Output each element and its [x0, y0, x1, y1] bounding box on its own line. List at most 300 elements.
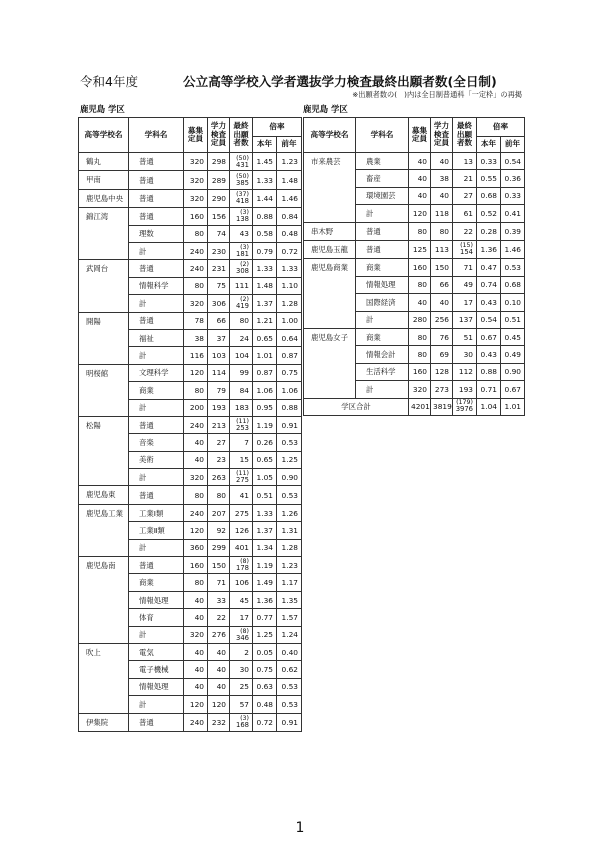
gakuryoku-cell: 27	[208, 434, 230, 451]
gakuryoku-cell: 231	[208, 260, 230, 277]
boshu-cell: 116	[184, 347, 208, 364]
header-gakuryoku: 学力 検査 定員	[208, 118, 230, 153]
table-row	[304, 153, 525, 170]
shutsugan-cell: 71	[453, 259, 477, 276]
zennen-cell: 0.62	[277, 661, 302, 678]
gakuryoku-cell: 80	[208, 486, 230, 504]
shutsugan-cell	[230, 243, 253, 260]
shutsugan-cell: 43	[230, 225, 253, 242]
year-label: 令和4年度	[80, 74, 138, 89]
honnen-cell: 1.37	[253, 295, 277, 312]
school-name-cell: 市来農芸	[304, 153, 356, 223]
honnen-cell: 0.87	[253, 364, 277, 381]
dept-cell: 普通	[129, 416, 184, 433]
gakuryoku-cell: 74	[208, 225, 230, 242]
shutsugan-cell: 22	[453, 222, 477, 240]
shutsugan-cell	[230, 557, 253, 574]
zennen-cell: 0.84	[277, 208, 302, 225]
waku-value: (179)	[456, 399, 473, 407]
waku-value: (3)	[240, 243, 249, 251]
shutsugan-cell: 51	[453, 328, 477, 345]
zennen-cell: 1.57	[277, 609, 302, 626]
boshu-cell: 40	[184, 661, 208, 678]
honnen-cell: 0.74	[477, 276, 501, 293]
gakuryoku-cell: 92	[208, 522, 230, 539]
shutsugan-cell: 15	[230, 451, 253, 468]
boshu-cell: 120	[184, 364, 208, 381]
gakuryoku-cell: 23	[208, 451, 230, 468]
table-row	[79, 364, 302, 381]
gakuryoku-cell: 22	[208, 609, 230, 626]
boshu-cell: 120	[184, 696, 208, 713]
header-bairitsu: 倍率	[477, 118, 525, 137]
boshu-cell: 320	[409, 381, 431, 398]
boshu-cell: 160	[184, 208, 208, 225]
shutsugan-cell: 111	[230, 277, 253, 294]
gakuryoku-cell: 230	[208, 243, 230, 260]
dept-cell: 普通	[129, 312, 184, 329]
boshu-cell: 240	[184, 416, 208, 433]
table-row	[79, 312, 302, 329]
shutsugan-value: 181	[236, 249, 249, 258]
zennen-cell: 0.53	[501, 259, 525, 276]
dept-cell: 計	[129, 399, 184, 416]
shutsugan-value: 178	[236, 564, 249, 573]
dept-cell: 普通	[129, 171, 184, 189]
zennen-cell: 1.26	[277, 504, 302, 521]
zennen-cell: 1.48	[277, 171, 302, 189]
zennen-cell: 0.64	[277, 329, 302, 346]
dept-cell: 商業	[129, 574, 184, 591]
waku-value: (2)	[240, 261, 249, 269]
table-row	[79, 416, 302, 433]
school-name-cell: 明桜館	[79, 364, 129, 416]
honnen-cell: 0.95	[253, 399, 277, 416]
zennen-cell: 1.00	[277, 312, 302, 329]
zennen-cell: 0.90	[277, 469, 302, 486]
dept-cell: 電子機械	[129, 661, 184, 678]
gakuryoku-cell: 71	[208, 574, 230, 591]
gakuryoku-cell: 207	[208, 504, 230, 521]
honnen-cell: 1.45	[253, 153, 277, 171]
shutsugan-value: 154	[460, 248, 473, 257]
zennen-cell: 0.41	[501, 205, 525, 222]
honnen-cell: 1.44	[253, 189, 277, 207]
shutsugan-cell: 13	[453, 153, 477, 170]
honnen-cell: 0.47	[477, 259, 501, 276]
zennen-cell: 0.33	[501, 187, 525, 204]
shutsugan-cell	[230, 171, 253, 189]
zennen-cell: 1.25	[277, 451, 302, 468]
boshu-cell: 125	[409, 240, 431, 258]
honnen-cell: 1.06	[253, 382, 277, 399]
gakuryoku-cell: 193	[208, 399, 230, 416]
zennen-cell: 0.39	[501, 222, 525, 240]
gakuryoku-cell: 118	[431, 205, 453, 222]
school-name-cell: 武岡台	[79, 260, 129, 312]
boshu-cell: 80	[409, 222, 431, 240]
shutsugan-value: 168	[236, 721, 249, 730]
boshu-cell: 40	[184, 609, 208, 626]
zennen-cell: 0.53	[277, 486, 302, 504]
dept-cell: 普通	[356, 240, 409, 258]
boshu-cell: 80	[184, 382, 208, 399]
shutsugan-value: 138	[236, 215, 249, 224]
boshu-cell: 40	[184, 644, 208, 661]
header-zennen: 前年	[501, 137, 525, 153]
honnen-cell: 1.33	[253, 504, 277, 521]
header-boshu: 募集 定員	[409, 118, 431, 153]
honnen-cell: 0.68	[477, 187, 501, 204]
honnen-cell: 0.79	[253, 243, 277, 260]
shutsugan-value: 418	[236, 197, 249, 206]
dept-cell: 計	[129, 539, 184, 556]
honnen-cell: 0.63	[253, 678, 277, 695]
honnen-cell: 0.33	[477, 153, 501, 170]
gakuryoku-cell: 75	[208, 277, 230, 294]
boshu-cell: 200	[184, 399, 208, 416]
boshu-cell: 38	[184, 329, 208, 346]
zennen-cell: 1.01	[501, 398, 525, 415]
honnen-cell: 0.51	[253, 486, 277, 504]
shutsugan-cell: 99	[230, 364, 253, 381]
table-row	[79, 153, 302, 171]
waku-value: (8)	[240, 627, 249, 635]
zennen-cell: 1.28	[277, 539, 302, 556]
gakuryoku-cell: 80	[431, 222, 453, 240]
boshu-cell: 4201	[409, 398, 431, 415]
dept-cell: 農業	[356, 153, 409, 170]
dept-cell: 情報科学	[129, 277, 184, 294]
gakuryoku-cell: 40	[431, 187, 453, 204]
dept-cell: 計	[129, 696, 184, 713]
dept-cell: 計	[356, 205, 409, 222]
boshu-cell: 40	[184, 434, 208, 451]
honnen-cell: 0.54	[477, 311, 501, 328]
gakuryoku-cell: 66	[208, 312, 230, 329]
shutsugan-cell: 2	[230, 644, 253, 661]
gakuryoku-cell: 273	[431, 381, 453, 398]
honnen-cell: 1.04	[477, 398, 501, 415]
gakuryoku-cell: 290	[208, 189, 230, 207]
honnen-cell: 0.77	[253, 609, 277, 626]
gakuryoku-cell: 38	[431, 170, 453, 187]
shutsugan-cell	[230, 416, 253, 433]
gakuryoku-cell: 40	[431, 153, 453, 170]
honnen-cell: 0.65	[253, 329, 277, 346]
dept-cell: 電気	[129, 644, 184, 661]
honnen-cell: 0.52	[477, 205, 501, 222]
honnen-cell: 1.48	[253, 277, 277, 294]
dept-cell: 理数	[129, 225, 184, 242]
zennen-cell: 0.88	[277, 399, 302, 416]
honnen-cell: 0.72	[253, 713, 277, 731]
gakuryoku-cell: 40	[208, 678, 230, 695]
gakuryoku-cell: 276	[208, 626, 230, 643]
zennen-cell: 0.53	[277, 696, 302, 713]
dept-cell: 国際経済	[356, 294, 409, 311]
boshu-cell: 320	[184, 153, 208, 171]
gakuryoku-cell: 213	[208, 416, 230, 433]
gakuryoku-cell: 263	[208, 469, 230, 486]
honnen-cell: 0.71	[477, 381, 501, 398]
table-row	[79, 171, 302, 189]
gakuryoku-cell: 113	[431, 240, 453, 258]
zennen-cell: 0.51	[501, 311, 525, 328]
zennen-cell: 1.35	[277, 591, 302, 608]
header-school: 高等学校名	[79, 118, 129, 153]
gakuryoku-cell: 150	[208, 557, 230, 574]
school-name-cell: 松陽	[79, 416, 129, 486]
dept-cell: 普通	[356, 222, 409, 240]
gakuryoku-cell: 306	[208, 295, 230, 312]
shutsugan-value: 431	[236, 160, 249, 169]
school-name-cell: 伊集院	[79, 713, 129, 731]
shutsugan-cell: 30	[230, 661, 253, 678]
header-shutsugan: 最終 出願 者数	[230, 118, 253, 153]
school-name-cell: 錦江湾	[79, 208, 129, 260]
total-label-cell: 学区合計	[304, 398, 409, 415]
dept-cell: 環境園芸	[356, 187, 409, 204]
gakuryoku-cell: 40	[431, 294, 453, 311]
gakuryoku-cell: 76	[431, 328, 453, 345]
gakuryoku-cell: 40	[208, 644, 230, 661]
table-row	[79, 208, 302, 225]
waku-value: (11)	[236, 417, 249, 425]
table-row	[79, 504, 302, 521]
table-row	[79, 260, 302, 277]
table-row	[79, 486, 302, 504]
honnen-cell: 1.25	[253, 626, 277, 643]
zennen-cell: 1.33	[277, 260, 302, 277]
zennen-cell: 0.72	[277, 243, 302, 260]
gakuryoku-cell: 298	[208, 153, 230, 171]
waku-value: (37)	[236, 191, 249, 199]
gakuryoku-cell: 3819	[431, 398, 453, 415]
shutsugan-cell: 24	[230, 329, 253, 346]
waku-value: (3)	[240, 209, 249, 217]
table-row	[304, 259, 525, 276]
zennen-cell: 0.36	[501, 170, 525, 187]
gakuryoku-cell: 232	[208, 713, 230, 731]
honnen-cell: 1.36	[477, 240, 501, 258]
school-name-cell: 串木野	[304, 222, 356, 240]
school-name-cell: 吹上	[79, 644, 129, 714]
header-dept: 学科名	[129, 118, 184, 153]
boshu-cell: 40	[409, 187, 431, 204]
boshu-cell: 40	[184, 591, 208, 608]
school-name-cell: 甲南	[79, 171, 129, 189]
dept-cell: 普通	[129, 208, 184, 225]
honnen-cell: 1.19	[253, 557, 277, 574]
honnen-cell: 1.37	[253, 522, 277, 539]
school-name-cell: 鹿児島東	[79, 486, 129, 504]
zennen-cell: 1.06	[277, 382, 302, 399]
honnen-cell: 0.65	[253, 451, 277, 468]
honnen-cell: 0.67	[477, 328, 501, 345]
right-table-body	[304, 153, 525, 416]
header-shutsugan: 最終 出願 者数	[453, 118, 477, 153]
dept-cell: 工業Ⅰ類	[129, 504, 184, 521]
school-name-cell: 鹿児島南	[79, 557, 129, 644]
gakuryoku-cell: 299	[208, 539, 230, 556]
shutsugan-cell	[230, 713, 253, 731]
zennen-cell: 1.28	[277, 295, 302, 312]
zennen-cell: 0.40	[277, 644, 302, 661]
gakuryoku-cell: 156	[208, 208, 230, 225]
shutsugan-cell: 106	[230, 574, 253, 591]
boshu-cell: 360	[184, 539, 208, 556]
gakuryoku-cell: 256	[431, 311, 453, 328]
zennen-cell: 1.10	[277, 277, 302, 294]
dept-cell: 計	[129, 469, 184, 486]
honnen-cell: 1.33	[253, 260, 277, 277]
shutsugan-cell: 275	[230, 504, 253, 521]
honnen-cell: 0.43	[477, 294, 501, 311]
boshu-cell: 40	[409, 294, 431, 311]
dept-cell: 計	[356, 381, 409, 398]
boshu-cell: 120	[184, 522, 208, 539]
waku-value: (11)	[236, 470, 249, 478]
waku-value: (8)	[240, 558, 249, 566]
shutsugan-cell	[230, 153, 253, 171]
boshu-cell: 320	[184, 171, 208, 189]
dept-cell: 普通	[129, 557, 184, 574]
dept-cell: 畜産	[356, 170, 409, 187]
dept-cell: 文理科学	[129, 364, 184, 381]
shutsugan-value: 275	[236, 476, 249, 485]
table-row	[304, 240, 525, 258]
shutsugan-cell: 30	[453, 346, 477, 363]
boshu-cell: 320	[184, 469, 208, 486]
right-table	[303, 117, 525, 416]
total-row	[304, 398, 525, 415]
gakuryoku-cell: 150	[431, 259, 453, 276]
honnen-cell: 0.05	[253, 644, 277, 661]
dept-cell: 美術	[129, 451, 184, 468]
boshu-cell: 240	[184, 243, 208, 260]
honnen-cell: 0.43	[477, 346, 501, 363]
dept-cell: 普通	[129, 486, 184, 504]
dept-cell: 商業	[356, 259, 409, 276]
waku-value: (15)	[460, 242, 473, 250]
boshu-cell: 320	[184, 189, 208, 207]
honnen-cell: 1.01	[253, 347, 277, 364]
gakuryoku-cell: 66	[431, 276, 453, 293]
shutsugan-cell: 27	[453, 187, 477, 204]
gakuryoku-cell: 289	[208, 171, 230, 189]
honnen-cell: 0.48	[253, 696, 277, 713]
boshu-cell: 160	[409, 363, 431, 380]
waku-value: (2)	[240, 296, 249, 304]
zennen-cell: 1.46	[277, 189, 302, 207]
boshu-cell: 80	[184, 574, 208, 591]
shutsugan-cell	[230, 626, 253, 643]
boshu-cell: 240	[184, 260, 208, 277]
zennen-cell: 1.23	[277, 557, 302, 574]
table-row	[79, 189, 302, 207]
boshu-cell: 280	[409, 311, 431, 328]
shutsugan-cell	[453, 398, 477, 415]
dept-cell: 普通	[129, 713, 184, 731]
header-honnen: 本年	[253, 137, 277, 153]
shutsugan-cell: 183	[230, 399, 253, 416]
boshu-cell: 80	[409, 276, 431, 293]
dept-cell: 情報処理	[129, 591, 184, 608]
dept-cell: 普通	[129, 153, 184, 171]
header-dept: 学科名	[356, 118, 409, 153]
dept-cell: 情報処理	[129, 678, 184, 695]
dept-cell: 工業Ⅱ類	[129, 522, 184, 539]
shutsugan-value: 253	[236, 423, 249, 432]
zennen-cell: 0.91	[277, 713, 302, 731]
gakuryoku-cell: 128	[431, 363, 453, 380]
header-school: 高等学校名	[304, 118, 356, 153]
honnen-cell: 1.36	[253, 591, 277, 608]
footnote: ※出願者数の( )内は全日制普通科「一定枠」の再掲	[352, 90, 522, 99]
school-name-cell: 鹿児島工業	[79, 504, 129, 556]
zennen-cell: 0.53	[277, 434, 302, 451]
shutsugan-cell: 45	[230, 591, 253, 608]
shutsugan-cell: 84	[230, 382, 253, 399]
shutsugan-cell: 193	[453, 381, 477, 398]
boshu-cell: 40	[409, 170, 431, 187]
dept-cell: 商業	[356, 328, 409, 345]
honnen-cell: 1.34	[253, 539, 277, 556]
gakuryoku-cell: 103	[208, 347, 230, 364]
shutsugan-cell: 21	[453, 170, 477, 187]
shutsugan-cell: 57	[230, 696, 253, 713]
honnen-cell: 0.58	[253, 225, 277, 242]
gakuryoku-cell: 114	[208, 364, 230, 381]
zennen-cell: 0.54	[501, 153, 525, 170]
shutsugan-cell: 17	[230, 609, 253, 626]
honnen-cell: 0.28	[477, 222, 501, 240]
boshu-cell: 40	[184, 451, 208, 468]
boshu-cell: 240	[184, 713, 208, 731]
dept-cell: 商業	[129, 382, 184, 399]
shutsugan-cell	[230, 469, 253, 486]
honnen-cell: 1.49	[253, 574, 277, 591]
shutsugan-value: 346	[236, 633, 249, 642]
boshu-cell: 160	[184, 557, 208, 574]
honnen-cell: 1.21	[253, 312, 277, 329]
shutsugan-cell	[230, 208, 253, 225]
shutsugan-cell: 104	[230, 347, 253, 364]
dept-cell: 情報会計	[356, 346, 409, 363]
gakuryoku-cell: 37	[208, 329, 230, 346]
zennen-cell: 0.68	[501, 276, 525, 293]
shutsugan-cell: 17	[453, 294, 477, 311]
header-bairitsu: 倍率	[253, 118, 302, 137]
honnen-cell: 1.05	[253, 469, 277, 486]
honnen-cell: 0.55	[477, 170, 501, 187]
boshu-cell: 80	[409, 346, 431, 363]
table-row	[79, 713, 302, 731]
boshu-cell: 40	[409, 153, 431, 170]
zennen-cell: 0.90	[501, 363, 525, 380]
shutsugan-cell: 80	[230, 312, 253, 329]
waku-value: (50)	[236, 154, 249, 162]
school-name-cell: 鶴丸	[79, 153, 129, 171]
page-number: 1	[295, 820, 305, 836]
shutsugan-cell: 7	[230, 434, 253, 451]
waku-value: (50)	[236, 172, 249, 180]
gakuryoku-cell: 79	[208, 382, 230, 399]
zennen-cell: 1.17	[277, 574, 302, 591]
dept-cell: 福祉	[129, 329, 184, 346]
zennen-cell: 0.48	[277, 225, 302, 242]
